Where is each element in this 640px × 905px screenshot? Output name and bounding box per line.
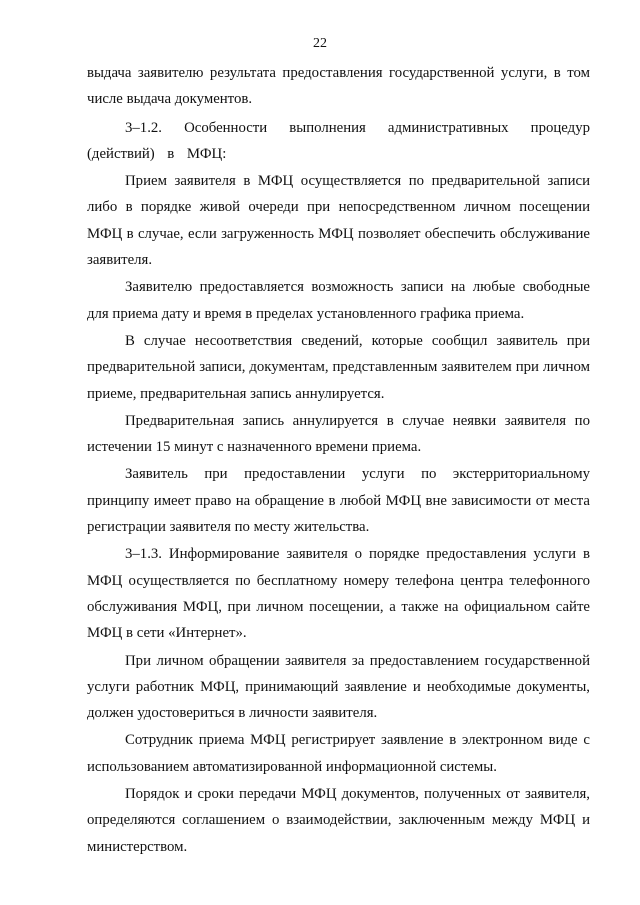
- paragraph-section-3-1-2-heading: 3–1.2. Особенности выполнения административных процедур (действий) в МФЦ:: [87, 119, 590, 162]
- paragraph-section-3-1-3-informing: 3–1.3. Информирование заявителя о порядке предоставления услуги в МФЦ осуществляется по бесплатному номеру телефона центра телефонного обслуживания МФЦ, при личном посещении, а также на официальном сайте МФЦ в сети «Интернет».: [87, 546, 590, 642]
- paragraph-no-show: Предварительная запись аннулируется в случае неявки заявителя по истечении 15 минут с назначенного времени приема.: [87, 412, 590, 456]
- document-body: [87, 60, 590, 860]
- paragraph-appointment-booking: Заявителю предоставляется возможность записи на любые свободные для приема дату и время в пределах установленного графика приема.: [87, 279, 590, 322]
- paragraph-identity-check: При личном обращении заявителя за предоставлением государственной услуги работник МФЦ, принимающий заявление и необходимые документы, должен удостовериться в личности заявителя.: [87, 652, 590, 722]
- page-number: 22: [313, 36, 327, 51]
- paragraph-electronic-registration: Сотрудник приема МФЦ регистрирует заявление в электронном виде с использованием автоматизированной информационной системы.: [87, 732, 590, 775]
- paragraph-extraterritorial: Заявитель при предоставлении услуги по экстерриториальному принципу имеет право на обращение в любой МФЦ вне зависимости от места регистрации заявителя по месту жительства.: [87, 466, 590, 536]
- paragraph-result-issuance: выдача заявителю результата предоставления государственной услуги, в том числе выдача документов.: [87, 65, 590, 108]
- paragraph-data-mismatch: В случае несоответствия сведений, которые сообщил заявитель при предварительной записи, документам, представленным заявителем при личном приеме, предварительная запись аннулируется.: [87, 332, 590, 402]
- paragraph-document-transfer: Порядок и сроки передачи МФЦ документов, полученных от заявителя, определяются соглашением о взаимодействии, заключенным между МФЦ и министерством.: [87, 786, 590, 855]
- paragraph-reception-order: Прием заявителя в МФЦ осуществляется по предварительной записи либо в порядке живой очереди при непосредственном личном посещении МФЦ в случае, если загруженность МФЦ позволяет обеспечить обслуживание заявителя.: [87, 173, 590, 269]
